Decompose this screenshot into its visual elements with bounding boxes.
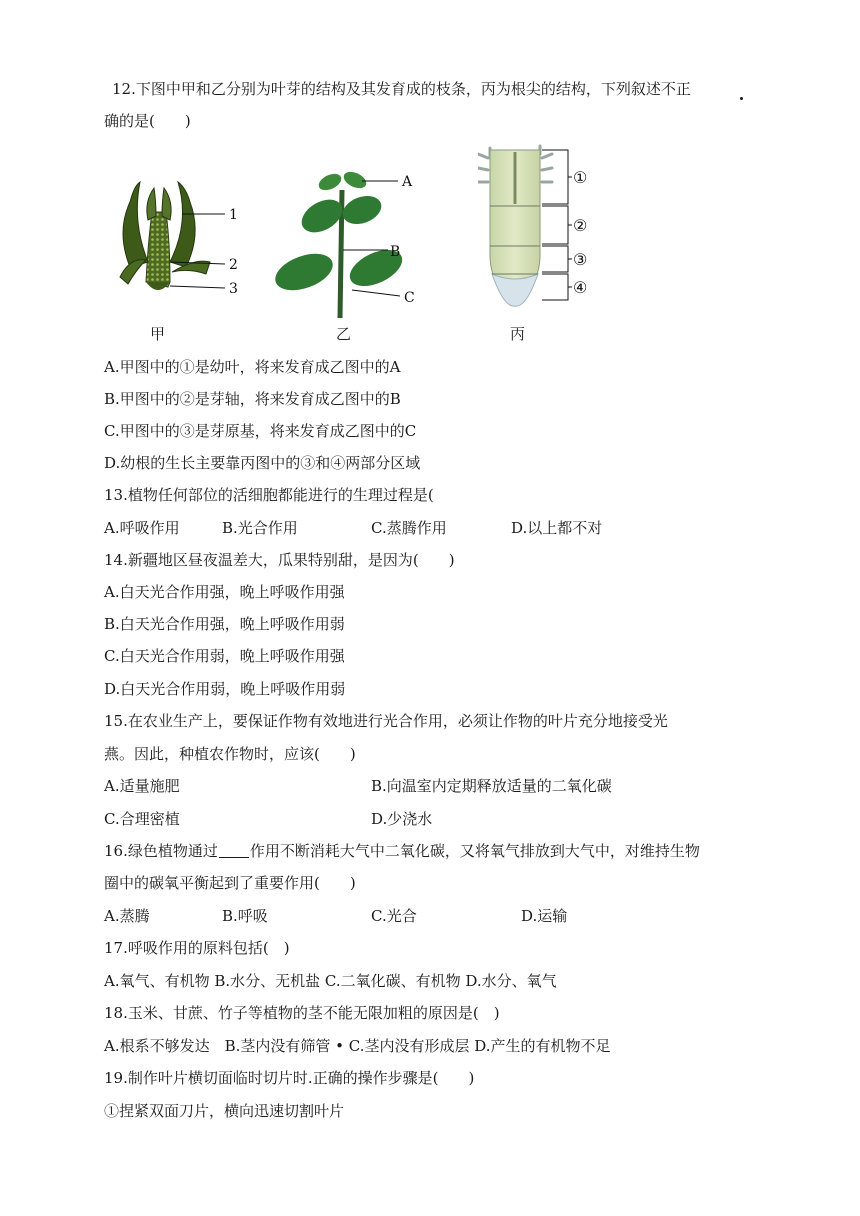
q17-stem: 17.呼吸作用的原料包括( ) bbox=[104, 939, 290, 957]
q13-stem: 13.植物任何部位的活细胞都能进行的生理过程是( bbox=[104, 486, 434, 504]
bing-label-4: ④ bbox=[573, 278, 588, 297]
jia-label-1: 1 bbox=[229, 207, 238, 223]
bing-label-2: ② bbox=[573, 216, 588, 235]
q16-option-b: B.呼吸 bbox=[222, 907, 268, 925]
q12-option-c: C.甲图中的③是芽原基，将来发育成乙图中的C bbox=[104, 422, 417, 440]
figure-jia-leaf-bud bbox=[110, 172, 250, 312]
q14-option-d: D.白天光合作用弱，晚上呼吸作用弱 bbox=[104, 680, 346, 698]
figure-caption-jia: 甲 bbox=[150, 325, 166, 343]
q17-options: A.氧气、有机物 B.水分、无机盐 C.二氧化碳、有机物 D.水分、氧气 bbox=[104, 972, 557, 990]
q14-option-c: C.白天光合作用弱，晚上呼吸作用强 bbox=[104, 647, 345, 665]
figure-caption-bing: 丙 bbox=[510, 325, 526, 343]
jia-label-2: 2 bbox=[229, 257, 238, 273]
q15-option-b: B.向温室内定期释放适量的二氧化碳 bbox=[371, 777, 612, 795]
q16-stem-line2: 圈中的碳氧平衡起到了重要作用( ) bbox=[104, 874, 356, 892]
figure-caption-yi: 乙 bbox=[336, 325, 352, 343]
q15-option-d: D.少浇水 bbox=[371, 810, 433, 828]
q12-option-b: B.甲图中的②是芽轴，将来发育成乙图中的B bbox=[104, 390, 401, 408]
q16-stem-part2: 作用不断消耗大气中二氧化碳，又将氧气排放到大气中，对维持生物 bbox=[249, 842, 700, 860]
q16-option-d: D.运输 bbox=[521, 907, 568, 925]
q15-stem-line2: 燕。因此，种植农作物时，应该( ) bbox=[104, 745, 356, 763]
q15-stem-line1: 15.在农业生产上，要保证作物有效地进行光合作用，必须让作物的叶片充分地接受光 bbox=[104, 712, 668, 730]
figure-yi-branch bbox=[270, 160, 430, 320]
bing-label-3: ③ bbox=[573, 250, 588, 269]
q13-option-c: C.蒸腾作用 bbox=[371, 519, 447, 537]
q19-step-1: ①捏紧双面刀片，横向迅速切割叶片 bbox=[104, 1102, 345, 1120]
q12-stem-line2: 确的是( ) bbox=[104, 112, 191, 130]
yi-label-C: C bbox=[404, 290, 415, 306]
q14-option-a: A.白天光合作用强，晚上呼吸作用强 bbox=[104, 583, 345, 601]
q12-option-d: D.幼根的生长主要靠丙图中的③和④两部分区域 bbox=[104, 454, 421, 472]
emphasis-dot bbox=[740, 97, 743, 100]
q16-stem-part1: 16.绿色植物通过 bbox=[104, 842, 218, 860]
yi-label-A: A bbox=[402, 174, 413, 190]
bing-label-1: ① bbox=[573, 168, 588, 187]
q15-option-c: C.合理密植 bbox=[104, 810, 180, 828]
q13-option-b: B.光合作用 bbox=[222, 519, 298, 537]
q13-option-d: D.以上都不对 bbox=[511, 519, 603, 537]
figure-bing-root-tip bbox=[478, 144, 608, 314]
q18-stem: 18.玉米、甘蔗、竹子等植物的茎不能无限加粗的原因是( ) bbox=[104, 1004, 500, 1022]
jia-label-3: 3 bbox=[229, 281, 238, 297]
q16-option-c: C.光合 bbox=[371, 907, 417, 925]
q12-option-a: A.甲图中的①是幼叶，将来发育成乙图中的A bbox=[104, 358, 401, 376]
yi-label-B: B bbox=[390, 244, 401, 260]
q14-option-b: B.白天光合作用强，晚上呼吸作用弱 bbox=[104, 615, 345, 633]
q12-stem-line1: 12.下图中甲和乙分别为叶芽的结构及其发育成的枝条，丙为根尖的结构，下列叙述不正 bbox=[112, 80, 691, 98]
q13-option-a: A.呼吸作用 bbox=[104, 519, 180, 537]
q18-options: A.根系不够发达 B.茎内没有筛管 • C.茎内没有形成层 D.产生的有机物不足 bbox=[104, 1037, 611, 1055]
q16-option-a: A.蒸腾 bbox=[104, 907, 150, 925]
q16-stem-line1 bbox=[104, 841, 700, 861]
q15-option-a: A.适量施肥 bbox=[104, 777, 180, 795]
q14-stem: 14.新疆地区昼夜温差大，瓜果特别甜，是因为( ) bbox=[104, 551, 455, 569]
q19-stem: 19.制作叶片横切面临时切片时.正确的操作步骤是( ) bbox=[104, 1069, 475, 1087]
q16-answer-blank bbox=[219, 843, 249, 858]
